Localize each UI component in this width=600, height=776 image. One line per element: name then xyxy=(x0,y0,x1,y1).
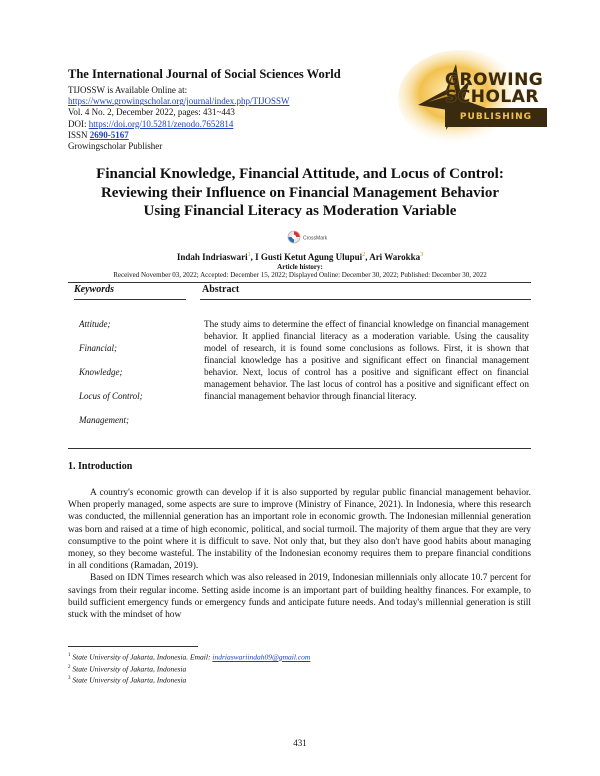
keywords-list xyxy=(79,319,143,439)
keyword-item: Management; xyxy=(79,415,129,425)
divider-bottom xyxy=(68,448,531,449)
keywords-heading: Keywords xyxy=(74,284,114,295)
author-2-mark: 2 xyxy=(362,252,366,258)
abstract-text: The study aims to determine the effect of financial knowledge on financial management behavior. It applied financial literacy as a moderation variable. Using the causality model of research, it is found some conclusions as follows. First, it is shown that financial knowledge has a positive and significant effect on financial management behavior. Next, locus of control has a positive and significant effect on financial management behavior. The last locus of control has a positive and significant effect on financial management behavior through financial literacy. xyxy=(204,319,529,401)
journal-title: The International Journal of Social Sciences World xyxy=(68,67,341,81)
divider-top xyxy=(68,282,531,283)
keyword-item: Attitude; xyxy=(79,319,111,329)
author-email-link[interactable]: indriaswariindah09@gmail.com xyxy=(212,652,311,662)
logo-line-growing: GROWING xyxy=(445,70,544,90)
logo-line-scholar: SCHOLAR xyxy=(445,87,539,107)
journal-url-link[interactable]: https://www.growingscholar.org/journal/index.php/TIJOSSW xyxy=(68,96,290,107)
footnote-2 xyxy=(68,663,310,675)
page-number: 431 xyxy=(293,738,307,748)
footnote-1-text: State University of Jakarta, Indonesia. Email: xyxy=(72,652,213,662)
author-3-mark: 3 xyxy=(420,252,424,258)
issn-link[interactable]: 2690-5167 xyxy=(89,129,129,140)
logo-line-publishing: PUBLISHING xyxy=(445,108,547,127)
introduction-body xyxy=(68,487,531,621)
journal-meta xyxy=(68,85,289,152)
keyword-item: Financial; xyxy=(79,343,117,353)
crossmark-badge-icon[interactable] xyxy=(287,230,333,244)
keyword-item: Knowledge; xyxy=(79,367,123,377)
keyword-item: Locus of Control; xyxy=(79,391,143,401)
footnotes xyxy=(68,651,310,686)
availability-text: TIJOSSW is Available Online at: xyxy=(68,85,188,95)
title-line-1: Financial Knowledge, Financial Attitude, and Locus of Control: xyxy=(96,166,504,182)
article-history: Received November 03, 2022; Accepted: December 15, 2022; Displayed Online: December 30, 2022; Published: December 30, 2022 xyxy=(113,271,487,279)
footnote-rule xyxy=(68,646,198,647)
footnote-1-mark: 1 xyxy=(68,653,71,658)
publisher-text: Growingscholar Publisher xyxy=(68,141,163,152)
author-list xyxy=(40,252,560,262)
author-1: Indah Indriaswari xyxy=(176,252,248,262)
paper-title xyxy=(40,165,560,221)
footnote-1 xyxy=(68,651,310,663)
article-history-label: Article history: xyxy=(277,263,323,271)
issn-label: ISSN xyxy=(68,129,88,140)
title-line-2: Reviewing their Influence on Financial Management Behavior xyxy=(100,184,500,201)
footnote-3-text: State University of Jakarta, Indonesia xyxy=(72,675,187,685)
doi-label: DOI: xyxy=(68,118,87,129)
keywords-underline xyxy=(74,299,186,300)
footnote-2-text: State University of Jakarta, Indonesia xyxy=(72,664,187,673)
volume-info: Vol. 4 No. 2, December 2022, pages: 431~443 xyxy=(68,107,235,118)
footnote-3 xyxy=(68,674,310,686)
author-3: , Ari Warokka xyxy=(365,252,421,262)
footnote-2-mark: 2 xyxy=(68,664,71,670)
footnote-3-mark: 3 xyxy=(68,676,71,681)
abstract-heading: Abstract xyxy=(202,284,240,295)
introduction-heading: 1. Introduction xyxy=(68,461,133,472)
introduction-paragraph-1: A country's economic growth can develop if it is also supported by regular public financial management behavior. When properly managed, some aspects are sure to improve (Ministry of Finance, 2021). In Indonesia, where this research was conducted, the millennial generation has an important role in economic growth. The Indonesian millennial generation was born and raised at a time of high economic, political, and social turmoil. The majority of them argue that they are very consumptive to the point where it is difficult to save. Not only that, but they also don't have good habits about managing money, so they become wasteful. The instability of the Indonesian economy requires them to prepare financial conditions in all conditions (Ramadan, 2019). xyxy=(68,488,531,572)
author-1-mark: 1 xyxy=(247,252,251,258)
crossmark-label: CrossMark xyxy=(303,235,328,242)
author-2: , I Gusti Ketut Agung Ulupui xyxy=(250,252,363,262)
abstract-underline xyxy=(200,299,531,300)
doi-link[interactable]: https://doi.org/10.5281/zenodo.7652814 xyxy=(88,118,234,129)
title-line-3: Using Financial Literacy as Moderation Variable xyxy=(143,203,457,219)
introduction-paragraph-2: Based on IDN Times research which was also released in 2019, Indonesian millennials only allocate 10.7 percent for savings from their regular income. Setting aside income is an important part of building healthy finances. For example, to build sufficient emergency funds or emergency funds and anticipate future needs. And today's millennial generation is still stuck with the mindset of how xyxy=(68,573,531,621)
publisher-logo-text xyxy=(445,72,547,127)
